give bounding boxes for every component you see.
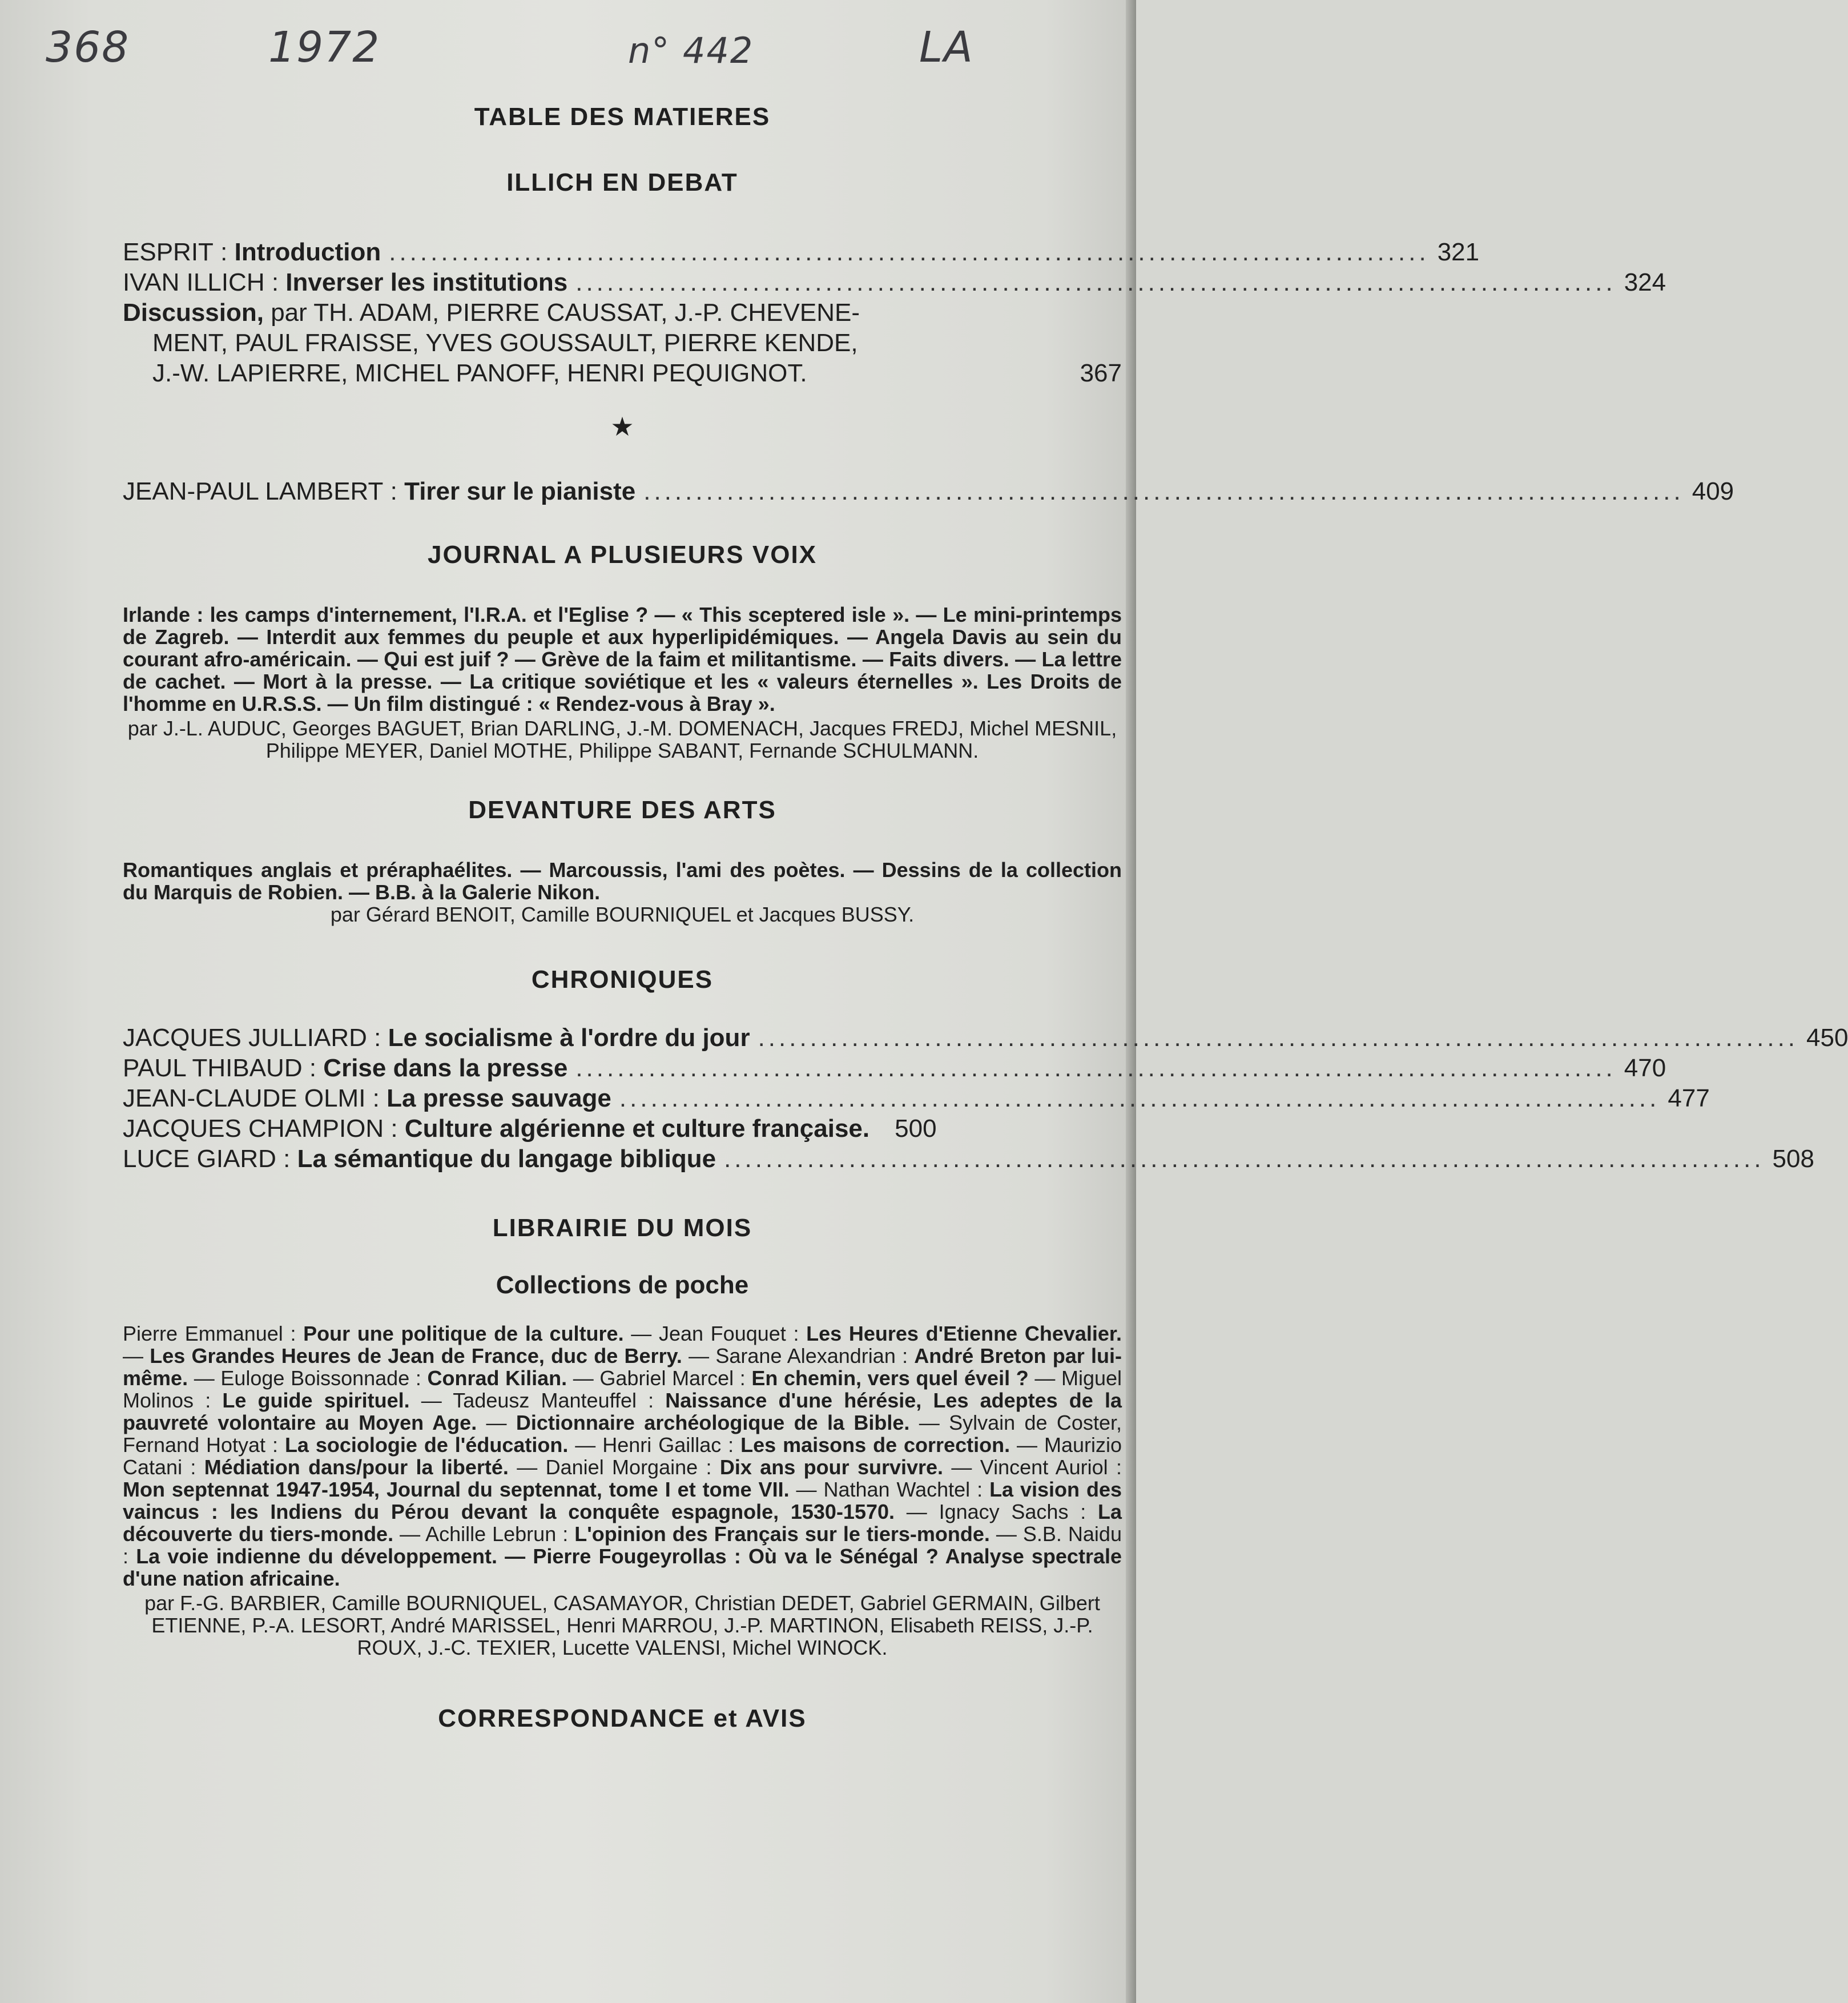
leader-dots: .................................................................................................... [724, 1145, 1765, 1173]
section-subheading: Collections de poche [496, 1271, 749, 1299]
toc-entry[interactable]: IVAN ILLICH : Inverser les institutions .................................................................................................... 324 [123, 268, 1666, 296]
toc-entry[interactable]: ESPRIT : Introduction .................................................................................................... 321 [123, 238, 1480, 266]
handwritten-note: 1972 [268, 23, 381, 72]
leader-dots: .................................................................................................... [619, 1084, 1660, 1112]
discussion-entry[interactable]: Discussion, par TH. ADAM, PIERRE CAUSSAT, J.-P. CHEVENE- MENT, PAUL FRAISSE, YVES GOUSSAULT, PIERRE KENDE, J.-W. LAPIERRE, MICHEL PANOFF, HENRI PEQUIGNOT. 367 [123, 299, 1122, 387]
handwritten-note: LA [919, 23, 974, 72]
toc-entry[interactable]: PAUL THIBAUD : Crise dans la presse .................................................................................................... 470 [123, 1054, 1666, 1082]
arts-contributors: par Gérard BENOIT, Camille BOURNIQUEL et Jacques BUSSY. [330, 903, 915, 926]
section-heading: LIBRAIRIE DU MOIS [492, 1214, 752, 1242]
arts-block [123, 859, 1122, 926]
journal-block [123, 604, 1122, 762]
section-heading: ILLICH EN DEBAT [506, 168, 738, 196]
journal-contributors: par J.-L. AUDUC, Georges BAGUET, Brian DARLING, J.-M. DOMENACH, Jacques FREDJ, Michel MESNIL, Philippe MEYER, Daniel MOTHE, Philippe SABANT, Fernande SCHULMANN. [127, 717, 1117, 762]
star-divider: ★ [610, 412, 634, 441]
leader-dots: .................................................................................................... [758, 1024, 1799, 1052]
toc-list [123, 237, 1666, 388]
librairie-items: Pierre Emmanuel : Pour une politique de la culture. — Jean Fouquet : Les Heures d'Etienne Chevalier. — Les Grandes Heures de Jean de France, duc de Berry. — Sarane Alexandrian : André Breton par lui-même. — Euloge Boissonnade : Conrad Kilian. — Gabriel Marcel : En chemin, vers quel éveil ? — Miguel Molinos : Le guide spirituel. — Tadeusz Manteuffel : Naissance d'une hérésie, Les adeptes de la pauvreté volontaire au Moyen Age. — Dictionnaire archéologique de la Bible. — Sylvain de Coster, Fernand Hotyat : La sociologie de l'éducation. — Henri Gaillac : Les maisons de correction. — Maurizio Catani : Médiation dans/pour la liberté. — Daniel Morgaine : Dix ans pour survivre. — Vincent Auriol : Mon septennat 1947-1954, Journal du septennat, tome I et tome VII. — Nathan Wachtel : La vision des vaincus : les Indiens du Pérou devant la conquête espagnole, 1530-1570. — Ignacy Sachs : La découverte du tiers-monde. — Achille Lebrun : L'opinion des Français sur le tiers-monde. — S.B. Naidu : La voie indienne du développement. — Pierre Fougeyrollas : Où va le Sénégal ? Analyse spectrale d'une nation africaine. [123, 1322, 1122, 1590]
handwritten-note: n° 442 [628, 30, 754, 71]
page-title: TABLE DES MATIERES [474, 103, 771, 131]
leader-dots: .................................................................................................... [643, 477, 1684, 505]
toc-entry[interactable]: JACQUES CHAMPION : Culture algérienne et culture française. 500 [123, 1115, 937, 1143]
toc-entry[interactable]: JEAN-CLAUDE OLMI : La presse sauvage .................................................................................................... 477 [123, 1084, 1710, 1112]
section-heading: JOURNAL A PLUSIEURS VOIX [427, 541, 818, 569]
toc-entry[interactable]: LUCE GIARD : La sémantique du langage biblique .................................................................................................... 508 [123, 1145, 1814, 1173]
toc-list [123, 476, 1734, 506]
toc-list [123, 1023, 1848, 1174]
leader-dots: .................................................................................................... [389, 238, 1430, 266]
librairie-contributors: par F.-G. BARBIER, Camille BOURNIQUEL, CASAMAYOR, Christian DEDET, Gabriel GERMAIN, Gilbert ETIENNE, P.-A. LESORT, André MARISSEL, Henri MARROU, J.-P. MARTINON, Elisabeth REISS, J.-P. ROUX, J.-C. TEXIER, Lucette VALENSI, Michel WINOCK. [144, 1591, 1100, 1659]
journal-topics: Irlande : les camps d'internement, l'I.R.A. et l'Eglise ? — « This sceptered isle ». — Le mini-printemps de Zagreb. — Interdit aux femmes du peuple et aux hyperlipidémiques. — Angela Davis au sein du courant afro-américain. — Qui est juif ? — Grève de la faim et militantisme. — Faits divers. — La lettre de cachet. — Mort à la presse. — La critique soviétique et les « valeurs éternelles ». Les Droits de l'homme en U.R.S.S. — Un film distingué : « Rendez-vous à Bray ». [123, 603, 1122, 715]
section-heading: CHRONIQUES [531, 966, 714, 994]
toc-entry[interactable]: JACQUES JULLIARD : Le socialisme à l'ordre du jour .................................................................................................... 450 [123, 1024, 1848, 1052]
librairie-block [123, 1322, 1122, 1659]
section-heading: DEVANTURE DES ARTS [468, 796, 776, 824]
leader-dots: .................................................................................................... [575, 268, 1616, 296]
toc-content [123, 103, 1848, 1733]
section-heading: CORRESPONDANCE et AVIS [438, 1704, 807, 1732]
toc-entry[interactable]: JEAN-PAUL LAMBERT : Tirer sur le pianiste .................................................................................................... 409 [123, 477, 1734, 505]
handwritten-note: 368 [46, 23, 130, 72]
arts-topics: Romantiques anglais et préraphaélites. — Marcoussis, l'ami des poètes. — Dessins de la collection du Marquis de Robien. — B.B. à la Galerie Nikon. [123, 858, 1122, 904]
leader-dots: .................................................................................................... [575, 1054, 1616, 1082]
page-edge [1126, 0, 1136, 2003]
